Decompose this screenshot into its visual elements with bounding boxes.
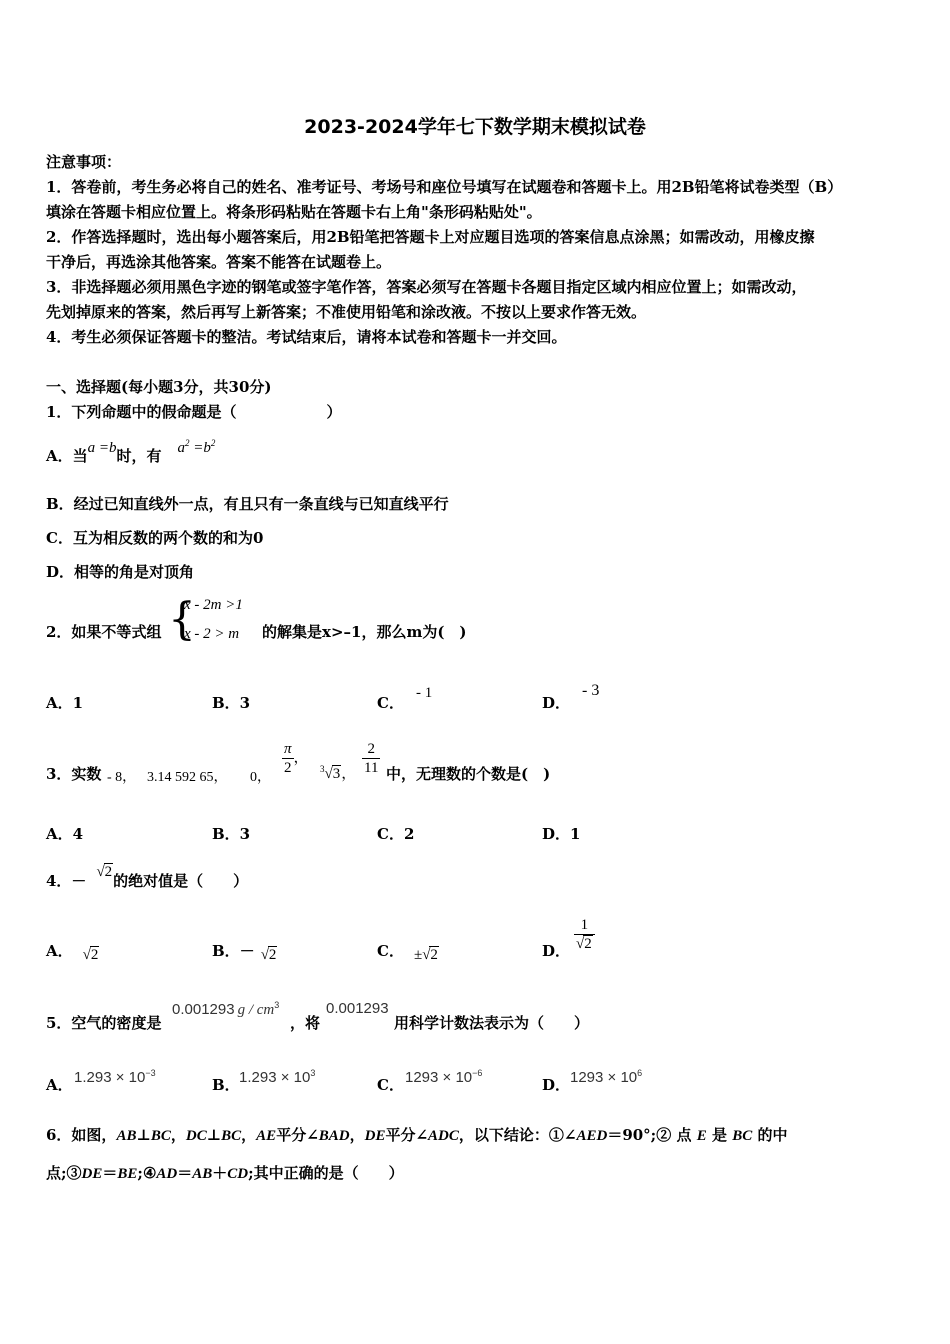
question-1-option-a: A．当a =b时，有 $a^2 =b^2$ bbox=[46, 438, 216, 465]
notice-line: 3．非选择题必须用黑色字迹的钢笔或签字笔作答，答案必须写在答题卡各题目指定区域内相应位置上；如需改动， bbox=[46, 278, 807, 296]
question-1-option-b: B．经过已知直线外一点，有且只有一条直线与已知直线平行 bbox=[46, 495, 449, 513]
question-3-option-d: D．1 bbox=[542, 825, 581, 843]
scientific-notation: $1293 \times 10^{-6}$ bbox=[405, 1068, 483, 1086]
question-2-stem-end: 的解集是x>–1，那么m为( ) bbox=[262, 623, 467, 641]
question-2-option-d: D．- 3 bbox=[542, 682, 600, 712]
page-title: 2023-2024学年七下数学期末模拟试卷 bbox=[304, 116, 646, 138]
notice-line: 2．作答选择题时，选出每小题答案后，用2B铅笔把答题卡上对应题目选项的答案信息点涂黑；如需改动，用橡皮擦 bbox=[46, 228, 815, 246]
question-5-option-a: A． bbox=[46, 1076, 73, 1094]
question-5-option-c: C． bbox=[377, 1076, 404, 1094]
real-number: 3.14 592 65， bbox=[147, 770, 228, 785]
question-3-option-c: C．2 bbox=[377, 825, 415, 843]
notice-line: 1．答卷前，考生务必将自己的姓名、准考证号、考场号和座位号填写在试题卷和答题卡上。用2B铅笔将试卷类型（B） bbox=[46, 178, 843, 196]
question-2-stem: 2．如果不等式组 bbox=[46, 623, 162, 641]
question-6-stem: 6．如图，AB⊥BC，DC⊥BC，AE平分∠BAD，DE平分∠ADC，以下结论：①∠AED＝90°;② 点 E 是 BC 的中 bbox=[46, 1126, 788, 1144]
brace-symbol: { bbox=[168, 594, 196, 645]
scientific-notation: $1293 \times 10^6$ bbox=[570, 1068, 643, 1086]
pi-fraction: $\frac{\pi}{2}$ ， bbox=[284, 741, 309, 776]
density-value: 0.001293 g / $cm^3$ bbox=[172, 1000, 280, 1018]
inequality-line: x - 2m >1 bbox=[184, 597, 243, 613]
question-1-option-c: C．互为相反数的两个数的和为0 bbox=[46, 529, 264, 547]
question-5-stem: 5．空气的密度是 bbox=[46, 1014, 162, 1032]
question-3-option-a: A．4 bbox=[46, 825, 84, 843]
question-2-option-c: C．- 1 bbox=[377, 685, 433, 712]
real-number: 0， bbox=[250, 770, 271, 785]
question-2-option-a: A．1 bbox=[46, 694, 84, 712]
real-number: - 8， bbox=[107, 770, 137, 785]
notice-line: 4．考生必须保证答题卡的整洁。考试结束后，请将本试卷和答题卡一并交回。 bbox=[46, 328, 567, 346]
question-3-stem: 3．实数 bbox=[46, 765, 102, 783]
inequality-line: x - 2 > m bbox=[184, 626, 240, 642]
question-4-option-c: C． ±√2 bbox=[377, 942, 438, 963]
question-3-option-b: B．3 bbox=[212, 825, 251, 843]
notice-line: 填涂在答题卡相应位置上。将条形码粘贴在答题卡右上角"条形码粘贴处"。 bbox=[46, 203, 542, 221]
question-3-stem-end: 中，无理数的个数是( ) bbox=[386, 765, 551, 783]
notice-line: 先划掉原来的答案，然后再写上新答案；不准使用铅笔和涂改液。不按以上要求作答无效。 bbox=[46, 303, 647, 321]
question-5-option-b: B． bbox=[212, 1076, 240, 1094]
question-5-option-d: D． bbox=[542, 1076, 571, 1094]
scientific-notation: $1.293 \times 10^{-3}$ bbox=[74, 1068, 156, 1086]
fraction: $\frac{2}{11}$ bbox=[364, 741, 379, 776]
question-1-stem: 1．下列命题中的假命题是（ ） bbox=[46, 403, 342, 421]
notice-heading: 注意事项： bbox=[46, 153, 122, 171]
notice-line: 干净后，再选涂其他答案。答案不能答在试题卷上。 bbox=[46, 253, 392, 271]
section-heading: 一、选择题(每小题3分，共30分) bbox=[46, 378, 272, 396]
question-4-option-a: A． √2 bbox=[46, 942, 99, 963]
question-4-option-b: B．－ √2 bbox=[212, 942, 277, 963]
decimal-value: 0.001293 bbox=[326, 1000, 389, 1017]
fraction: $\frac{1}{√2}$ bbox=[574, 916, 595, 953]
question-4-option-d: D． bbox=[542, 942, 571, 960]
question-1-option-d: D．相等的角是对顶角 bbox=[46, 563, 195, 581]
question-5-stem-mid: ，将 bbox=[290, 1014, 321, 1032]
question-2-option-b: B．3 bbox=[212, 694, 251, 712]
scientific-notation: $1.293 \times 10^3$ bbox=[239, 1068, 316, 1086]
question-4-stem: 4．－ √2的绝对值是（ ） bbox=[46, 864, 249, 890]
question-5-stem-end: 用科学计数法表示为（ ） bbox=[394, 1014, 590, 1032]
cube-root: $^3$√3， bbox=[320, 764, 357, 782]
question-6-stem-line2: 点;③DE＝BE;④AD＝AB＋CD;其中正确的是（ ） bbox=[46, 1164, 404, 1182]
